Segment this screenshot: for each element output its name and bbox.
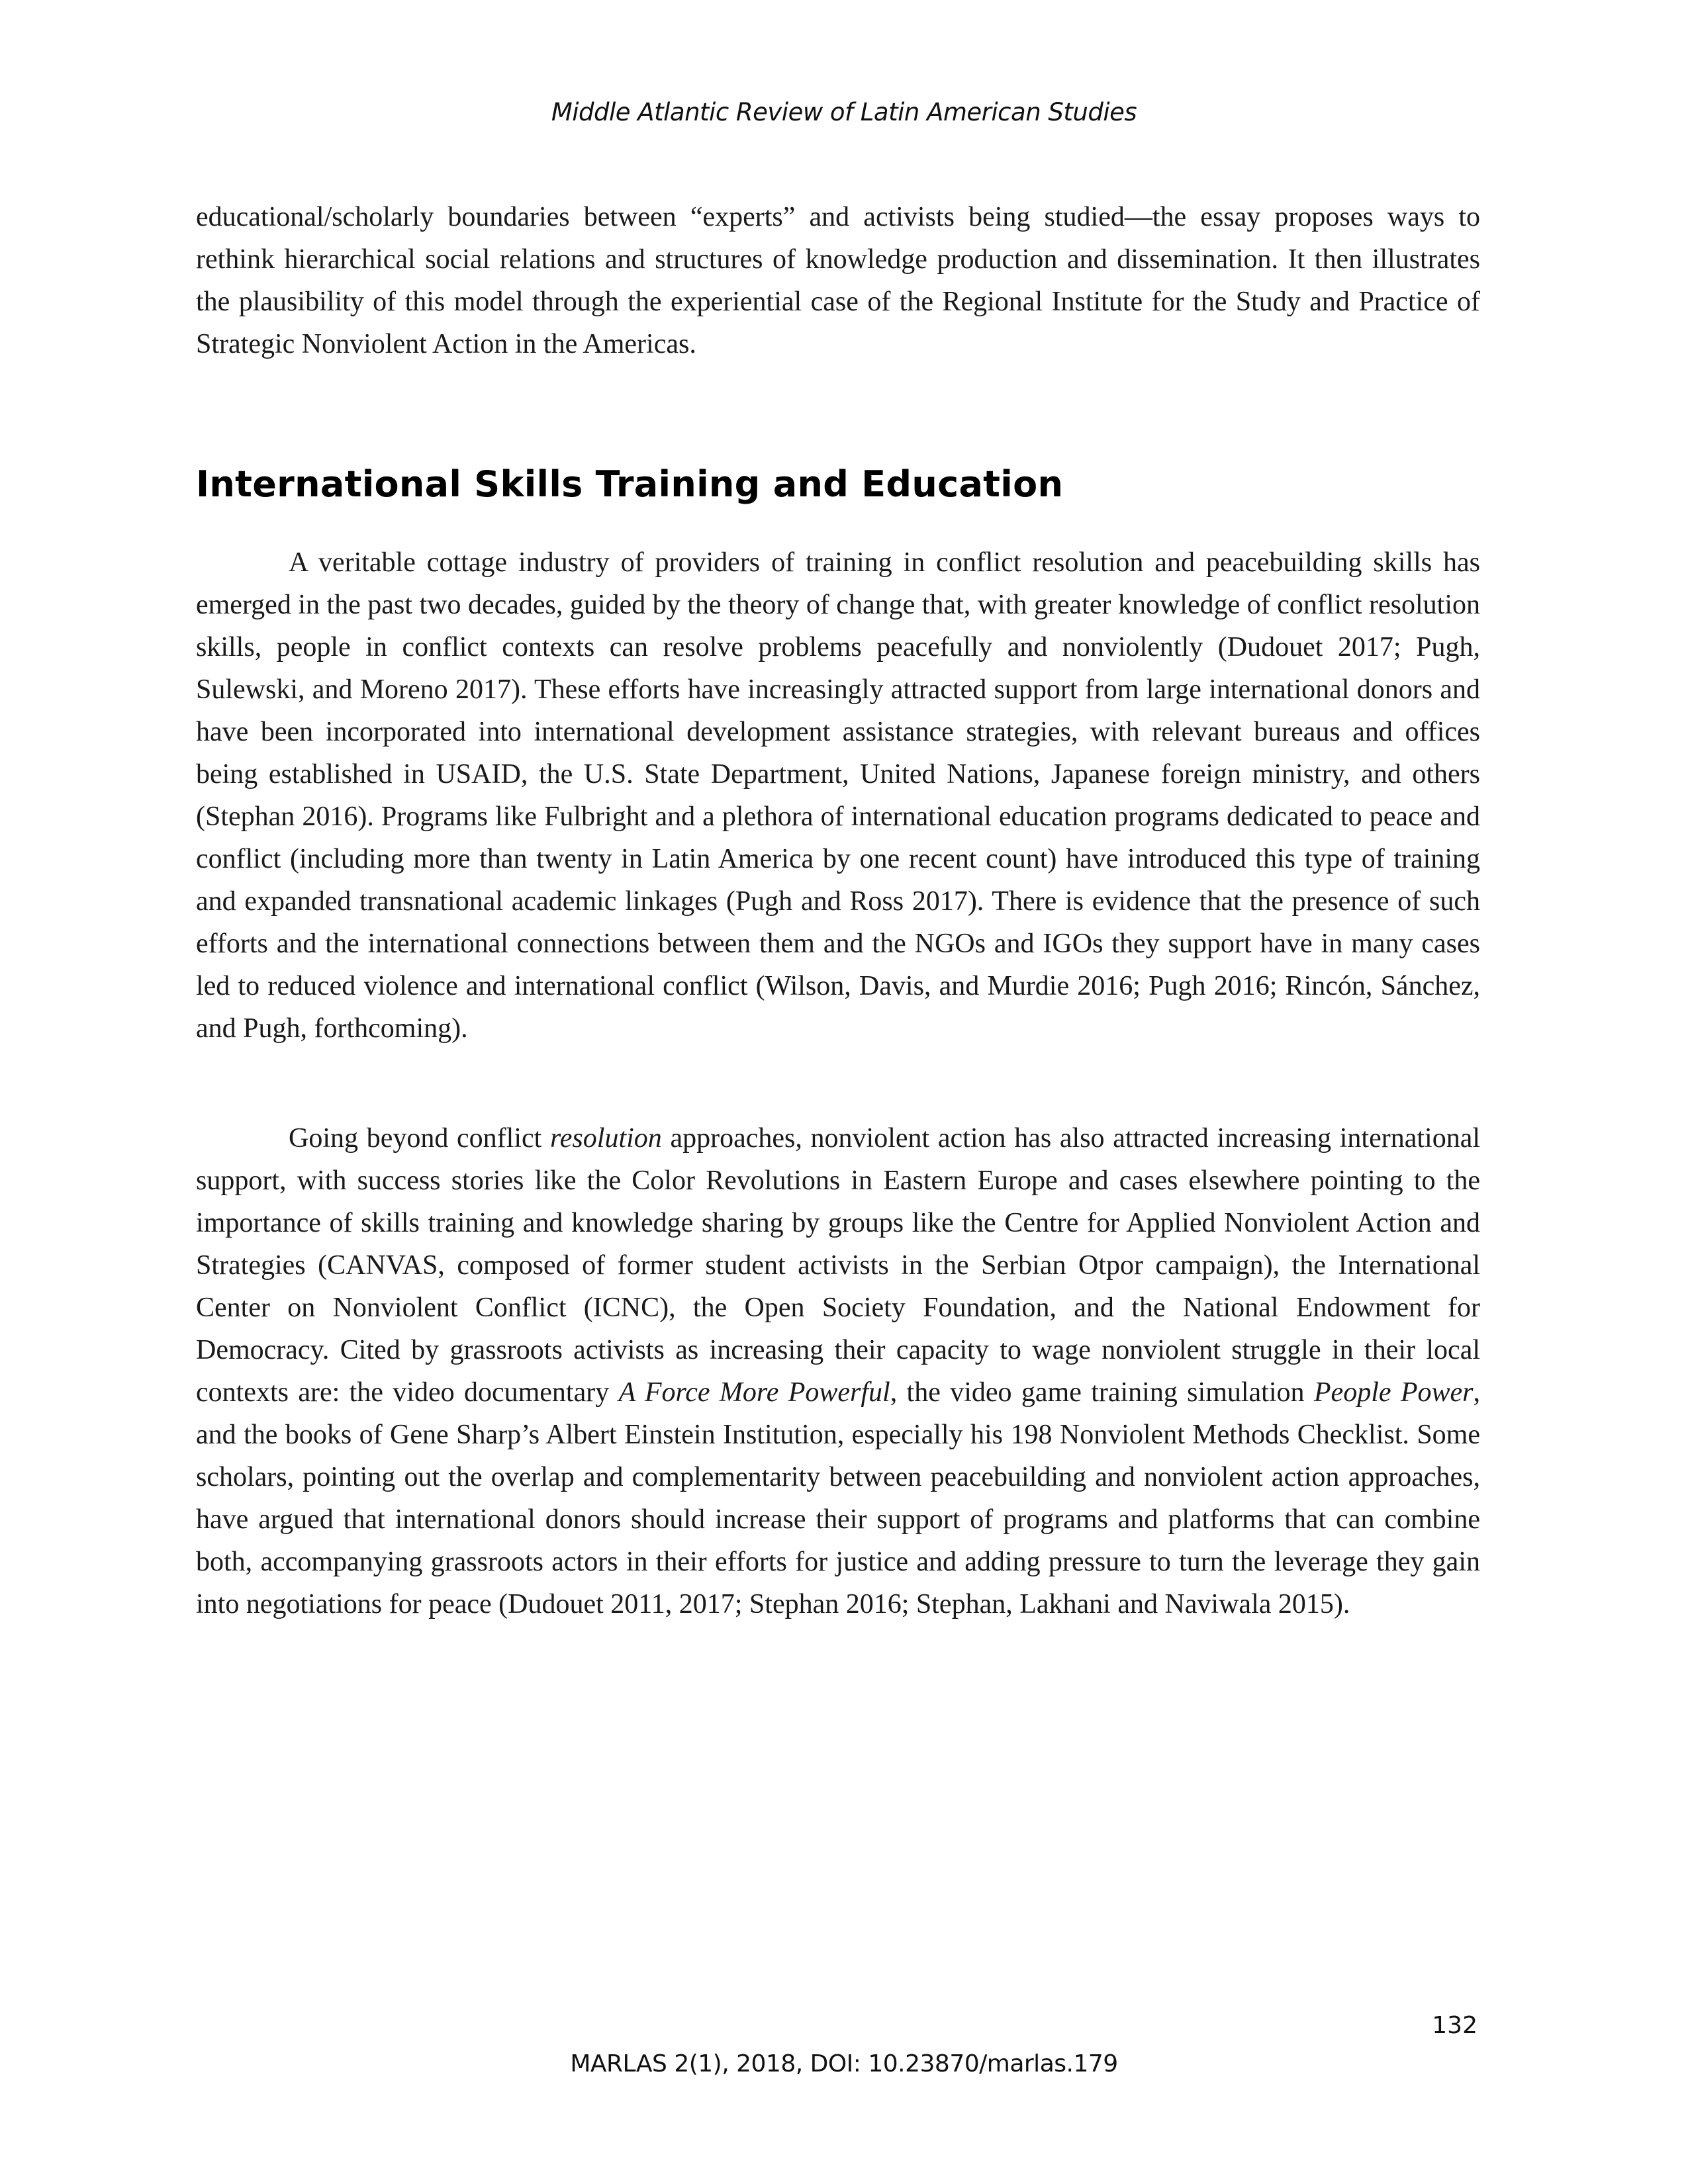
paragraph-2-text-d: , and the books of Gene Sharp’s Albert Einstein Institution, especially his 198 Nonviolent Methods Checklist. Some scholars, pointing out the overlap and complementarity between peacebuilding and nonviolent action approaches, have argued that international donors should increase their support of programs and platforms that can combine both, accompanying grassroots actors in their efforts for justice and adding pressure to turn the leverage they gain into negotiations for peace (Dudouet 2011, 2017; Stephan 2016; Stephan, Lakhani and Naviwala 2015). bbox=[196, 1377, 1481, 1619]
section-heading: International Skills Training and Education bbox=[196, 463, 1064, 505]
intro-paragraph: educational/scholarly boundaries between “experts” and activists being studied—the essay proposes ways to rethink hierarchical social relations and structures of knowledge production and dissemination. It then illustrates the plausibility of this model through the experiential case of the Regional Institute for the Study and Practice of Strategic Nonviolent Action in the Americas. bbox=[196, 202, 1480, 359]
italic-title-video-game: People Power bbox=[1313, 1377, 1474, 1408]
section-paragraph-1: A veritable cottage industry of providers of training in conflict resolution and peacebuilding skills has emerged in the past two decades, guided by the theory of change that, with greater knowledge of conflict resolution skills, people in conflict contexts can resolve problems peacefully and nonviolently (Dudouet 2017; Pugh, Sulewski, and Moreno 2017). These efforts have increasingly attracted support from large international donors and have been incorporated into international development assistance strategies, with relevant bureaus and offices being established in USAID, the U.S. State Department, United Nations, Japanese foreign ministry, and others (Stephan 2016). Programs like Fulbright and a plethora of international education programs dedicated to peace and conflict (including more than twenty in Latin America by one recent count) have introduced this type of training and expanded transnational academic linkages (Pugh and Ross 2017). There is evidence that the presence of such efforts and the international connections between them and the NGOs and IGOs they support have in many cases led to reduced violence and international conflict (Wilson, Davis, and Murdie 2016; Pugh 2016; Rincón, Sánchez, and Pugh, forthcoming). bbox=[196, 547, 1480, 1044]
section-paragraph-2-block bbox=[196, 1117, 1480, 1625]
section-paragraph-1-block bbox=[196, 541, 1480, 1050]
running-header-journal-title: Middle Atlantic Review of Latin American Studies bbox=[551, 98, 1137, 126]
paragraph-2-text-b: approaches, nonviolent action has also attracted increasing international support, with success stories like the Color Revolutions in Eastern Europe and cases elsewhere pointing to the importance of skills training and knowledge sharing by groups like the Centre for Applied Nonviolent Action and Strategies (CANVAS, composed of former student activists in the Serbian Otpor campaign), the International Center on Nonviolent Conflict (ICNC), the Open Society Foundation, and the National Endowment for Democracy. Cited by grassroots activists as increasing their capacity to wage nonviolent struggle in their local contexts are: the video documentary bbox=[196, 1123, 1481, 1408]
italic-title-documentary: A Force More Powerful bbox=[618, 1377, 890, 1408]
paragraph-2-text-a: Going beyond conflict bbox=[289, 1123, 550, 1154]
page-number: 132 bbox=[1432, 2012, 1477, 2039]
section-paragraph-2 bbox=[196, 1117, 1480, 1625]
intro-paragraph-block bbox=[196, 196, 1480, 365]
italic-term-resolution: resolution bbox=[550, 1123, 662, 1154]
paragraph-2-text-c: , the video game training simulation bbox=[890, 1377, 1314, 1408]
footer-citation: MARLAS 2(1), 2018, DOI: 10.23870/marlas.179 bbox=[570, 2050, 1118, 2077]
